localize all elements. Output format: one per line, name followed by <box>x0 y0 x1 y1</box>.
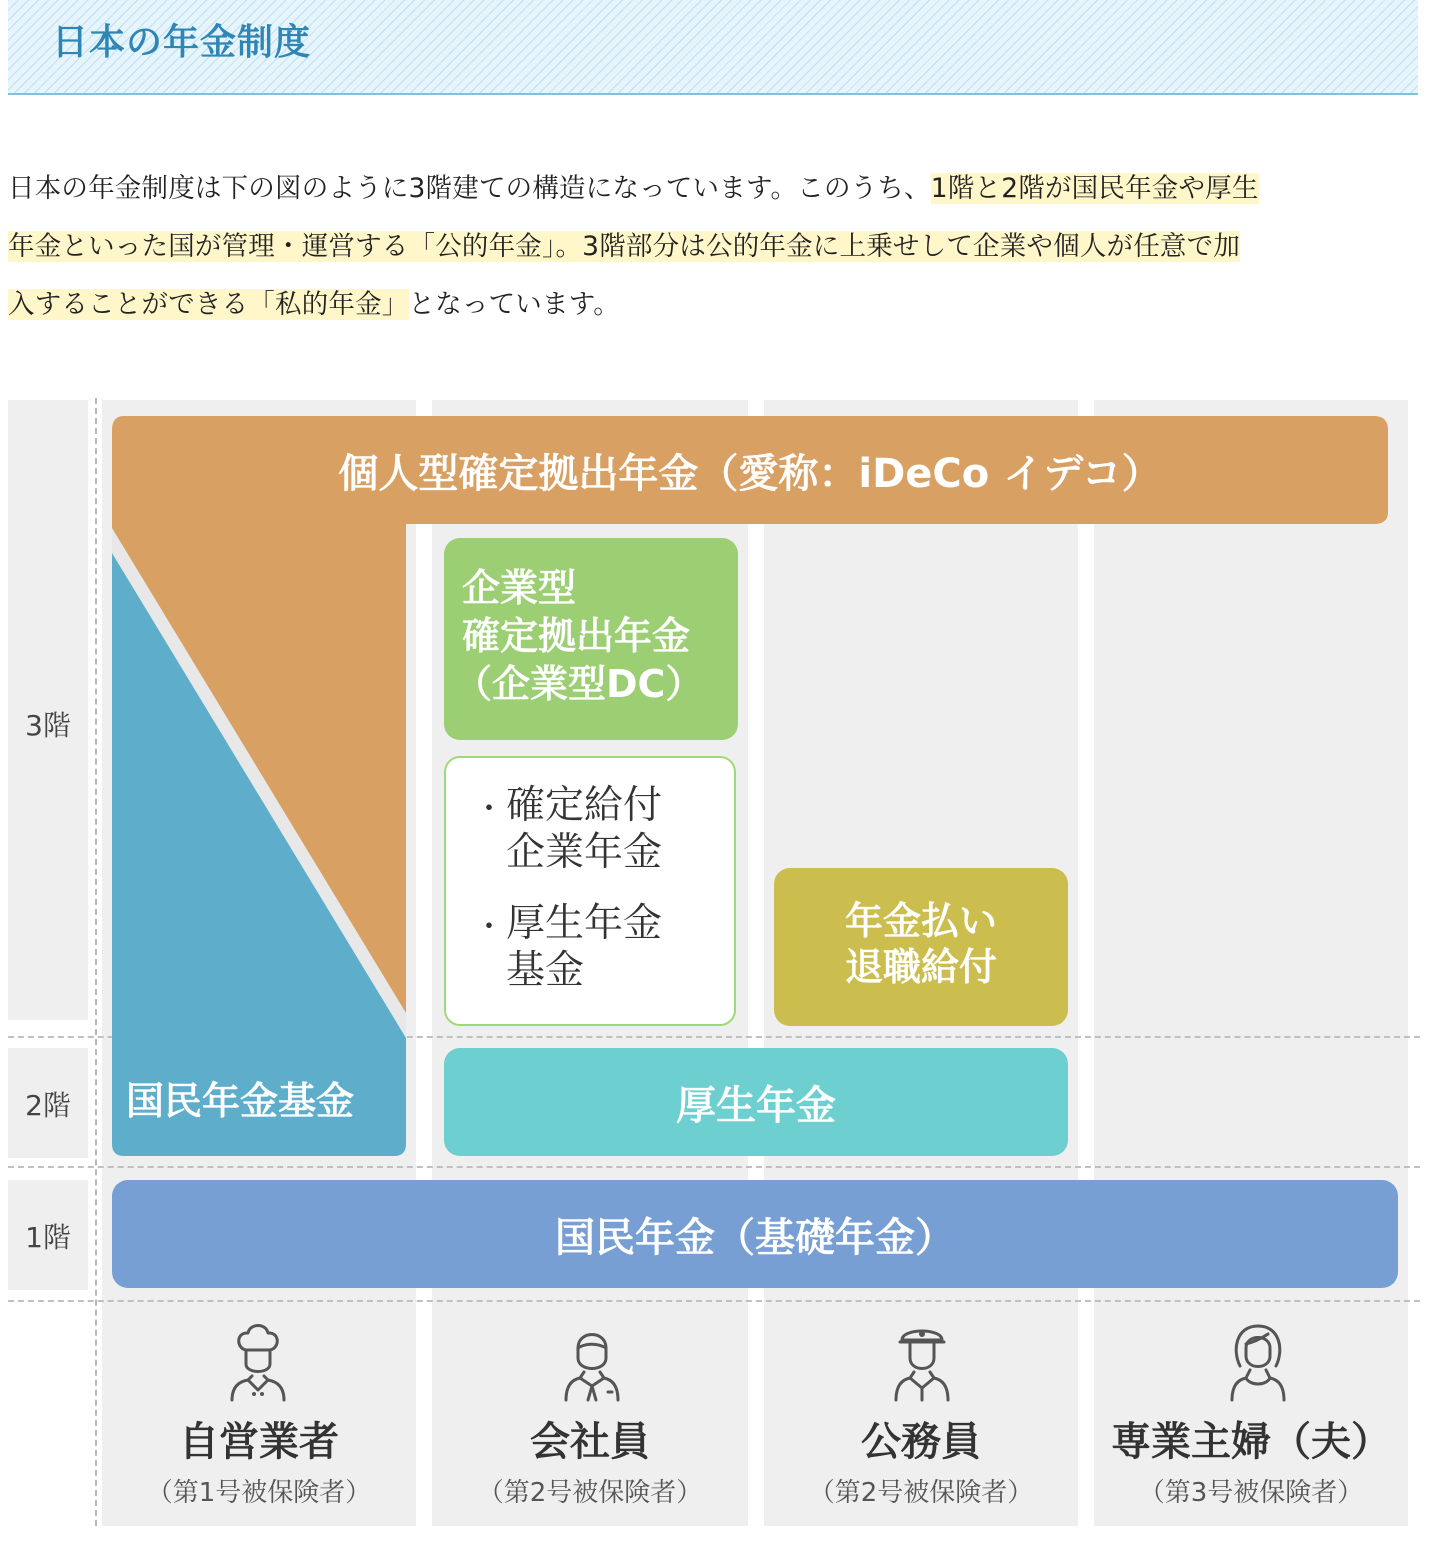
intro-highlight: 3階部分は公的年金に上乗せして企業や個人が任意で加 <box>582 231 1241 262</box>
page-title: 日本の年金制度 <box>52 22 312 63</box>
intro-highlight: 年金といった国が管理・運営する「公的年金」。 <box>8 231 583 262</box>
national-pension-box: 国民年金（基礎年金） <box>112 1180 1398 1288</box>
employees-pension-box: 厚生年金 <box>444 1048 1068 1156</box>
intro-line-2 <box>8 218 1418 276</box>
office-worker-icon <box>552 1320 632 1404</box>
intro-text: 日本の年金制度は下の図のように3階建ての構造になっています。このうち、 <box>8 173 931 204</box>
dc-line-1: 企業型 <box>462 566 577 610</box>
db-item-1-line-1: 確定給付 <box>506 783 663 828</box>
person-category: （第2号被保険者） <box>808 1478 1034 1508</box>
intro-line-3 <box>8 276 1418 334</box>
pension-structure-diagram <box>0 398 1432 1558</box>
db-item-2-line-1: 厚生年金 <box>506 901 663 946</box>
intro-text: となっています。 <box>408 289 620 320</box>
person-name: 会社員 <box>530 1419 650 1465</box>
person-name: 専業主婦（夫） <box>1111 1419 1391 1465</box>
db-item-1-line-2: 企業年金 <box>506 830 663 875</box>
intro-paragraph <box>8 160 1418 334</box>
dc-line-2: 確定拠出年金 <box>462 614 691 658</box>
homemaker-icon <box>1218 1320 1298 1404</box>
national-pension-fund-label: 国民年金基金 <box>126 1078 355 1123</box>
bullet-icon: ・ <box>474 910 504 945</box>
taishoku-line-2: 退職給付 <box>844 945 997 989</box>
bullet-icon: ・ <box>474 792 504 827</box>
defined-benefit-box <box>444 756 736 1026</box>
db-item-1-text <box>506 782 662 876</box>
chef-icon <box>218 1320 298 1404</box>
floor-2-label: 2階 <box>25 1089 71 1122</box>
ideco-label: 個人型確定拠出年金（愛称：iDeCo イデコ） <box>338 450 1162 497</box>
floor-1-label: 1階 <box>25 1221 71 1254</box>
intro-highlight: 1階と2階が国民年金や厚生 <box>930 173 1259 204</box>
intro-line-1 <box>8 160 1418 218</box>
dc-line-3: （企業型DC） <box>454 662 704 706</box>
db-item-2-line-2: 基金 <box>506 948 585 993</box>
retirement-benefit-box <box>774 868 1068 1026</box>
taishoku-line-1: 年金払い <box>844 899 997 943</box>
intro-highlight: 入することができる「私的年金」 <box>8 289 409 320</box>
person-name: 公務員 <box>861 1419 981 1465</box>
person-category: （第3号被保険者） <box>1138 1478 1364 1508</box>
corporate-dc-box <box>444 538 738 740</box>
db-item-2-text <box>506 900 662 994</box>
civil-servant-icon <box>882 1320 962 1404</box>
floor-3-label: 3階 <box>25 709 71 742</box>
person-category: （第2号被保険者） <box>477 1478 703 1508</box>
person-name: 自営業者 <box>179 1419 339 1465</box>
floor-divider-1-people <box>8 1300 1420 1302</box>
section-heading <box>8 0 1418 95</box>
person-category: （第1号被保険者） <box>146 1478 372 1508</box>
